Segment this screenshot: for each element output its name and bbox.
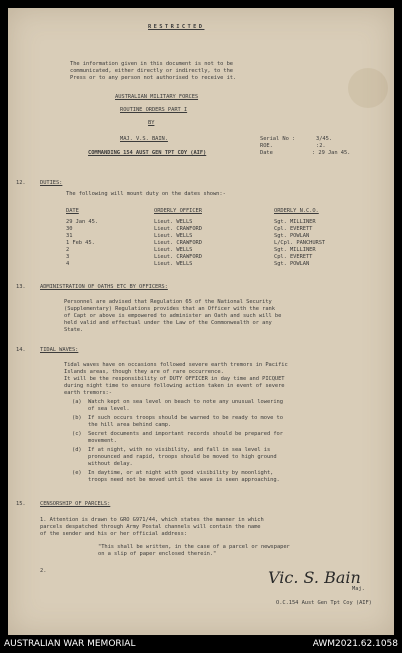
duty-officer: Lieut. CRAWFORD — [154, 226, 202, 232]
warning-line: communicated, either directly or indirectly, to the — [70, 68, 233, 74]
list-line: If such occurs troops should be warned to be ready to move to — [88, 415, 283, 421]
duty-nco: Sgt. MILLINER — [274, 219, 316, 225]
warning-line: Press or to any person not authorised to receive it. — [70, 75, 237, 81]
list-line: Watch kept on sea level on beach to note any unusual lowering — [88, 399, 283, 405]
duty-officer: Lieut. CRAWFORD — [154, 240, 202, 246]
date-label: Date — [260, 150, 273, 156]
serial-label: Serial No : — [260, 136, 296, 142]
roe-value: :2. — [316, 143, 326, 149]
duty-date: 30 — [66, 226, 73, 232]
section-number: 14. — [16, 347, 26, 353]
paragraph-line: of Capt or above is empowered to administer an Oath and such will be — [64, 313, 282, 319]
duty-nco: L/Cpl. PANCHURST — [274, 240, 326, 246]
list-line: Secret documents and important records should be prepared for — [88, 431, 283, 437]
date-value: : 29 Jan 45. — [312, 150, 351, 156]
duty-date: 2 — [66, 247, 70, 253]
column-header-officer: ORDERLY OFFICER — [154, 208, 202, 214]
list-label: (c) — [72, 431, 82, 437]
quote-line: "This shall be written, in the case of a parcel or newspaper — [98, 544, 290, 550]
duty-officer: Lieut. WELLS — [154, 219, 193, 225]
roe-label: ROE. — [260, 143, 273, 149]
paragraph-line: held valid and effectual under the Law of the Commonwealth or any — [64, 320, 272, 326]
warning-line: The information given in this document is not to be — [70, 61, 233, 67]
duty-officer: Lieut. WELLS — [154, 247, 193, 253]
section-number: 13. — [16, 284, 26, 290]
list-line: movement. — [88, 438, 117, 444]
classification-heading: RESTRICTED — [148, 24, 205, 30]
list-label: (d) — [72, 447, 82, 453]
paragraph-line: Islands areas, though they are of rare occurrence. — [64, 369, 224, 375]
paragraph-line: (Supplementary) Regulations provides that an Officer with the rank — [64, 306, 275, 312]
list-line: the hill area behind camp. — [88, 422, 172, 428]
duty-date: 29 Jan 45. — [66, 219, 98, 225]
section-number: 12. — [16, 180, 26, 186]
paragraph-line: of the sender and his or her official address: — [40, 531, 187, 537]
duty-nco: Cpl. EVERETT — [274, 254, 313, 260]
paragraph-number: 2. — [40, 568, 47, 574]
signoff-rank: Maj. — [352, 586, 365, 592]
section-title: CENSORSHIP OF PARCELS: — [40, 501, 111, 507]
duty-nco: Sgt. POWLAN — [274, 233, 310, 239]
list-line: If at night, with no visibility, and fall in sea level is — [88, 447, 271, 453]
column-header-nco: ORDERLY N.C.O. — [274, 208, 319, 214]
quote-line: on a slip of paper enclosed therein." — [98, 551, 217, 557]
paragraph-line: Personnel are advised that Regulation 65 of the National Security — [64, 299, 272, 305]
list-label: (e) — [72, 470, 82, 476]
paragraph-line: 1. Attention is drawn to GRO G971/44, which states the manner in which — [40, 517, 264, 523]
duty-nco: Sgt. POWLAN — [274, 261, 310, 267]
list-line: troops need not be moved until the wave is seen approaching. — [88, 477, 280, 483]
section-title: ADMINISTRATION OF OATHS ETC BY OFFICERS: — [40, 284, 168, 290]
section-title: TIDAL WAVES: — [40, 347, 79, 353]
duty-officer: Lieut. WELLS — [154, 233, 193, 239]
list-line: In daytime, or at night with good visibility by moonlight, — [88, 470, 274, 476]
serial-value: 3/45. — [316, 136, 332, 142]
duty-date: 1 Feb 45. — [66, 240, 95, 246]
list-line: pronounced and rapid, troops should be moved to high ground — [88, 454, 277, 460]
paragraph-line: Tidal waves have on occasions followed severe earth tremors in Pacific — [64, 362, 288, 368]
duty-officer: Lieut. CRAWFORD — [154, 254, 202, 260]
column-header-date: DATE — [66, 208, 79, 214]
order-title: ROUTINE ORDERS PART I — [120, 107, 188, 113]
duty-nco: Cpl. EVERETT — [274, 226, 313, 232]
duty-date: 31 — [66, 233, 73, 239]
signature: Vic. S. Bain — [268, 568, 361, 587]
officer-name: MAJ. V.S. BAIN. — [120, 136, 168, 142]
section-title: DUTIES: — [40, 180, 63, 186]
paragraph-line: earth tremors:- — [64, 390, 112, 396]
paper-stain — [348, 68, 388, 108]
duty-officer: Lieut. WELLS — [154, 261, 193, 267]
list-line: of sea level. — [88, 406, 130, 412]
paragraph-line: during night time to ensure following action taken in event of severe — [64, 383, 285, 389]
list-label: (b) — [72, 415, 82, 421]
duty-date: 3 — [66, 254, 70, 260]
org-title: AUSTRALIAN MILITARY FORCES — [115, 94, 199, 100]
signoff-unit: O.C.154 Aust Gen Tpt Coy (AIF) — [276, 600, 372, 606]
by-line: BY — [148, 120, 155, 126]
paragraph-line: State. — [64, 327, 84, 333]
footer-source: AUSTRALIAN WAR MEMORIAL — [4, 639, 136, 649]
footer-reference: AWM2021.62.1058 — [312, 639, 398, 649]
paragraph-line: parcels despatched through Army Postal channels will contain the name — [40, 524, 261, 530]
command-line: COMMANDING 154 AUST GEN TPT COY (AIF) — [88, 150, 207, 156]
document-page — [8, 8, 394, 635]
duty-date: 4 — [66, 261, 70, 267]
duty-nco: Sgt. MILLINER — [274, 247, 316, 253]
section-number: 15. — [16, 501, 26, 507]
paragraph-line: It will be the responsibility of DUTY OFFICER in day time and PICQUET — [64, 376, 285, 382]
list-label: (a) — [72, 399, 82, 405]
archive-footer — [0, 635, 402, 653]
list-line: without delay. — [88, 461, 133, 467]
section-intro: The following will mount duty on the dates shown:- — [66, 191, 226, 197]
